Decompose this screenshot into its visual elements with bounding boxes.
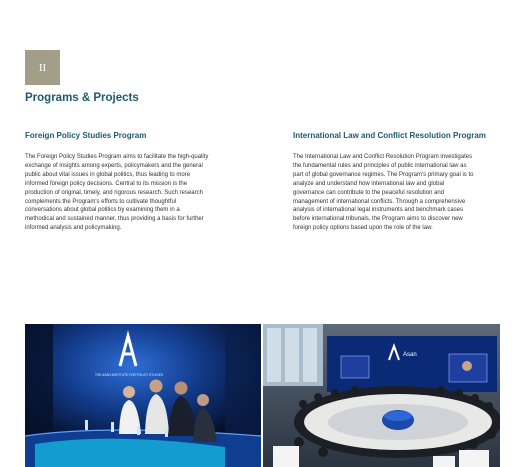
program-foreign-policy bbox=[25, 131, 237, 233]
line: methodical and sustained manner, thus providing a basis for further bbox=[25, 216, 204, 223]
line: part of global governance regimes. The Program's primary goal is to bbox=[293, 171, 474, 178]
line: the fundamental rules and principles of public international law as bbox=[293, 162, 467, 169]
line: before international tribunals, the Program aims to discover new bbox=[293, 216, 463, 223]
line: public about vital issues in global politics, thus leading to more bbox=[25, 171, 191, 178]
line: analysis of international legal instruments and benchmark cases bbox=[293, 207, 464, 214]
line: production of original, timely, and rigorous research. Such research bbox=[25, 189, 203, 196]
line: The International Law and Conflict Resolution Program investigates bbox=[293, 154, 473, 160]
line: informed analysis and policymaking. bbox=[25, 225, 122, 232]
line: informed foreign policy decisions. Central to its mission is the bbox=[25, 180, 188, 187]
line: foreign policy options based upon the role of the law. bbox=[293, 225, 433, 232]
line: analyze and understand how international law and global bbox=[293, 180, 445, 187]
line: governance can contribute to the peaceful resolution and bbox=[293, 189, 445, 196]
logo-text: Asan bbox=[403, 352, 417, 358]
conference-room-photo bbox=[263, 324, 500, 467]
line: complements the Program's efforts to cultivate thoughtful bbox=[25, 198, 177, 205]
line: management of international conflicts. Through a comprehensive bbox=[293, 198, 466, 205]
section-number-badge bbox=[25, 50, 60, 85]
panel-discussion-photo bbox=[25, 324, 261, 467]
section-title: Programs & Projects bbox=[25, 92, 139, 104]
section-number: II bbox=[38, 61, 47, 74]
logo-text: THE ASAN INSTITUTE FOR POLICY STUDIES bbox=[95, 373, 163, 377]
program-title: Foreign Policy Studies Program bbox=[25, 131, 147, 140]
program-international-law bbox=[293, 131, 505, 233]
program-description bbox=[25, 153, 237, 233]
program-description bbox=[293, 153, 505, 233]
line: conversations about global politics by examining them in a bbox=[25, 207, 180, 214]
line: The Foreign Policy Studies Program aims to facilitate the high-quality bbox=[25, 154, 209, 160]
program-title: International Law and Conflict Resolution Program bbox=[293, 131, 486, 140]
line: exchange of insights among experts, policymakers and the general bbox=[25, 162, 203, 169]
